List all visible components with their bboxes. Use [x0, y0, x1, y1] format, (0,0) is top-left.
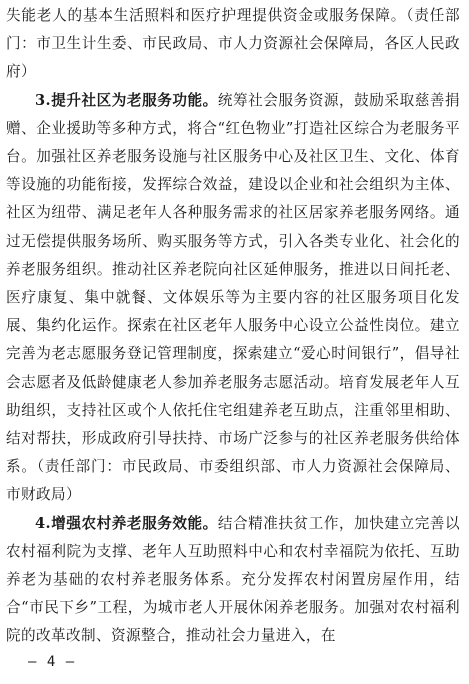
paragraph-text: 结合精准扶贫工作，加快建立完善以农村福利院为支撑、老年人互助照料中心和农村幸福院为依托、互助养老为基础的农村养老服务体系。充分发挥农村闲置房屋作用，结合“市民下乡”工程，为城市老人开展休闲养老服务。加强对农村福利院的改革改制、资源整合，推动社会力量进入，在 [6, 514, 461, 645]
paragraph-continuation [6, 2, 460, 87]
document-page [6, 2, 460, 651]
paragraph-community-service [6, 87, 460, 510]
paragraph-heading: 4.增强农村养老服务效能。 [35, 514, 218, 532]
paragraph-text: 失能老人的基本生活照料和医疗护理提供资金或服务保障。（责任部门：市卫生计生委、市民政局、市人力资源社会保障局，各区人民政府） [6, 7, 460, 81]
paragraph-heading: 3.提升社区为老服务功能。 [35, 91, 218, 109]
paragraph-text: 统筹社会服务资源，鼓励采取慈善捐赠、企业援助等多种方式，将合“红色物业”打造社区综合为老服务平台。加强社区养老服务设施与社区服务中心及社区卫生、文化、体育等设施的功能衔接，发挥综合效益，建设以企业和社会组织为主体、社区为纽带、满足老年人各种服务需求的社区居家养老服务网络。通过无偿提供服务场所、购买服务等方式，引入各类专业化、社会化的养老服务组织。推动社区养老院向社区延伸服务，推进以日间托老、医疗康复、集中就餐、文体娱乐等为主要内容的社区服务项目化发展、集约化运作。探索在社区老年人服务中心设立公益性岗位。建立完善为老志愿服务登记管理制度，探索建立“爱心时间银行”，倡导社会志愿者及低龄健康老人参加养老服务志愿活动。培育发展老年人互助组织，支持社区或个人依托住宅组建养老互助点，注重邻里相助、结对帮扶，形成政府引导扶持、市场广泛参与的社区养老服务供给体系。（责任部门：市民政局、市委组织部、市人力资源社会保障局、市财政局） [6, 91, 461, 504]
paragraph-rural-service [6, 510, 460, 651]
page-number: — 4 — [28, 654, 76, 670]
